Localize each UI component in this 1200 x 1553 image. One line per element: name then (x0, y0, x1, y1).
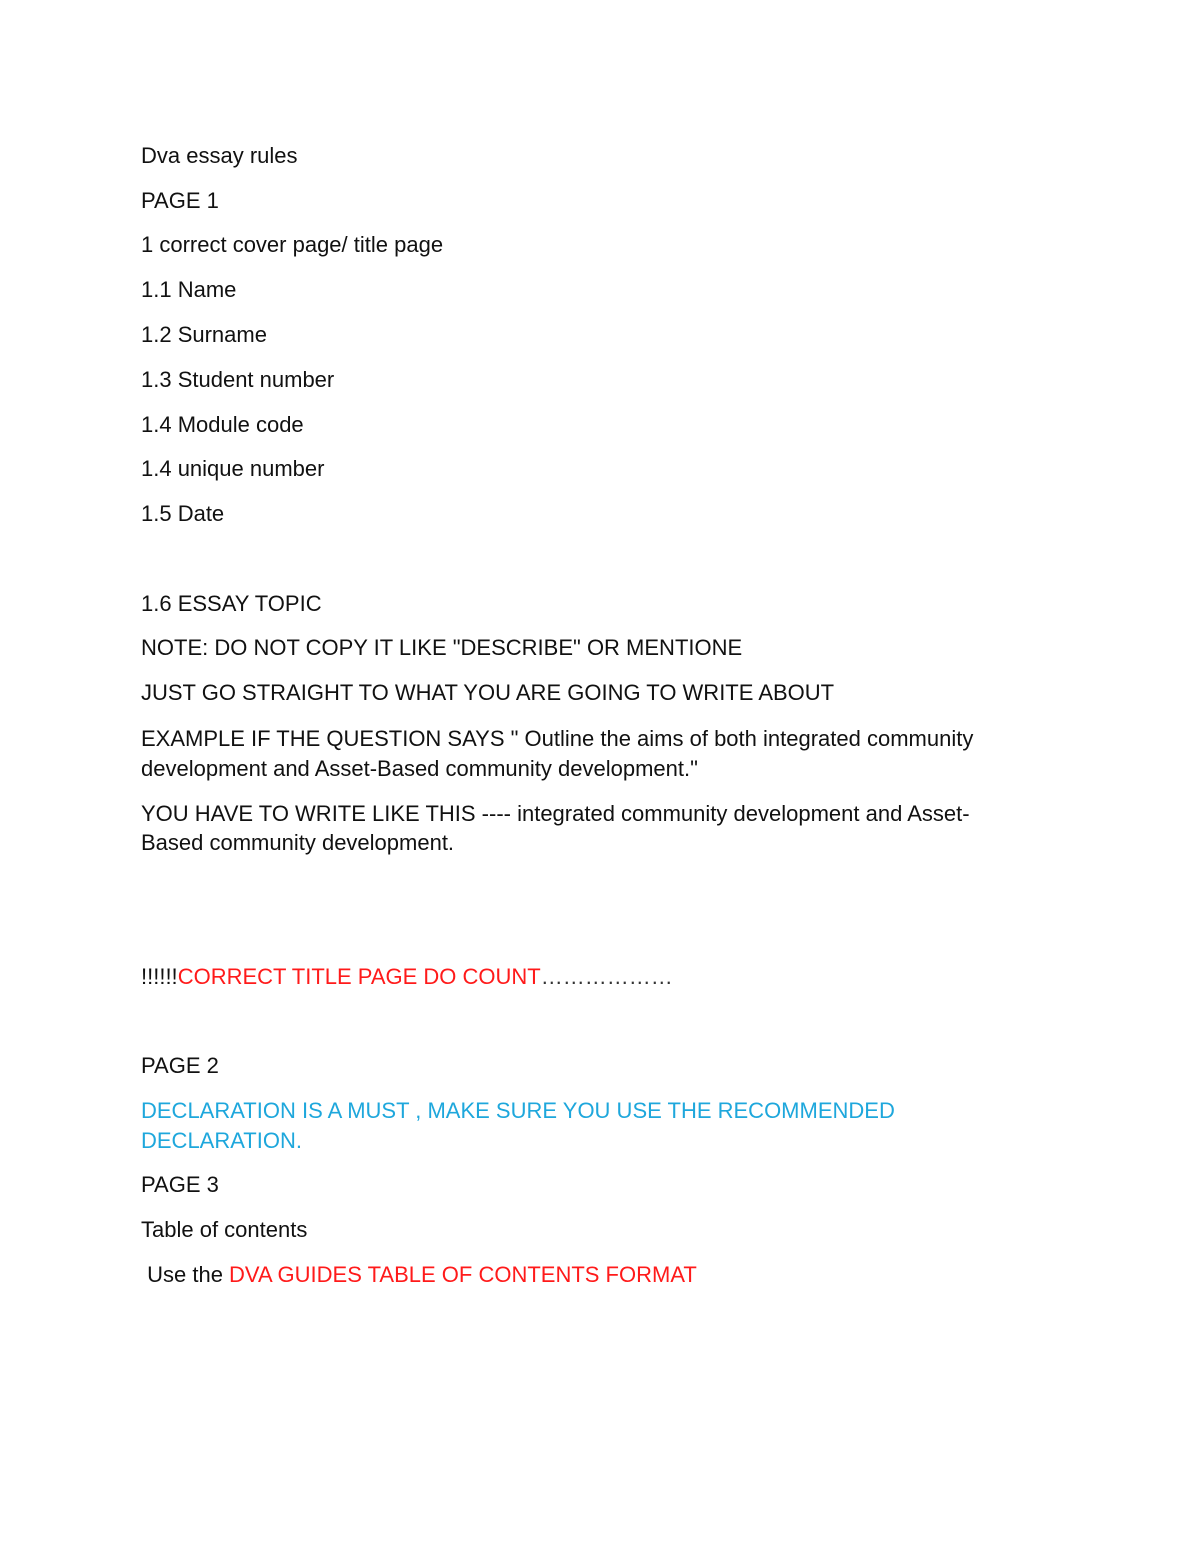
note-text: NOTE: DO NOT COPY IT LIKE "DESCRIBE" OR MENTIONE (141, 635, 743, 660)
essay-topic-heading: 1.6 ESSAY TOPIC (141, 591, 322, 616)
exclamation-prefix: !!!!!! (141, 964, 178, 989)
cover-page-item: 1 correct cover page/ title page (141, 232, 444, 257)
list-item-surname: 1.2 Surname (141, 322, 267, 347)
title-page-count-text: CORRECT TITLE PAGE DO COUNT (177, 964, 541, 989)
straight-text: JUST GO STRAIGHT TO WHAT YOU ARE GOING TO WRITE ABOUT (141, 680, 835, 705)
list-item-unique-number: 1.4 unique number (141, 456, 325, 481)
list-item-student-number: 1.3 Student number (141, 367, 335, 392)
dva-guides-format: DVA GUIDES TABLE OF CONTENTS FORMAT (229, 1262, 697, 1287)
list-item-name: 1.1 Name (141, 277, 237, 302)
write-like-line-2: Based community development. (141, 830, 455, 855)
declaration-line-2: DECLARATION. (141, 1128, 302, 1153)
use-the-prefix: Use the (141, 1262, 230, 1287)
write-like-line-1: YOU HAVE TO WRITE LIKE THIS ---- integrated community development and Asset- (141, 801, 970, 826)
list-item-module-code: 1.4 Module code (141, 412, 304, 437)
table-of-contents-label: Table of contents (141, 1217, 308, 1242)
declaration-line-1: DECLARATION IS A MUST , MAKE SURE YOU USE THE RECOMMENDED (141, 1098, 895, 1123)
title-page-count-note (141, 962, 673, 992)
document-title: Dva essay rules (141, 143, 298, 168)
example-line-1: EXAMPLE IF THE QUESTION SAYS " Outline the aims of both integrated community (141, 726, 974, 751)
list-item-date: 1.5 Date (141, 501, 225, 526)
page3-heading: PAGE 3 (141, 1172, 219, 1197)
page1-heading: PAGE 1 (141, 188, 219, 213)
page2-heading: PAGE 2 (141, 1053, 219, 1078)
example-line-2: development and Asset-Based community development." (141, 756, 698, 781)
trailing-dots: ……………… (540, 964, 673, 989)
toc-format-instruction (141, 1260, 697, 1290)
